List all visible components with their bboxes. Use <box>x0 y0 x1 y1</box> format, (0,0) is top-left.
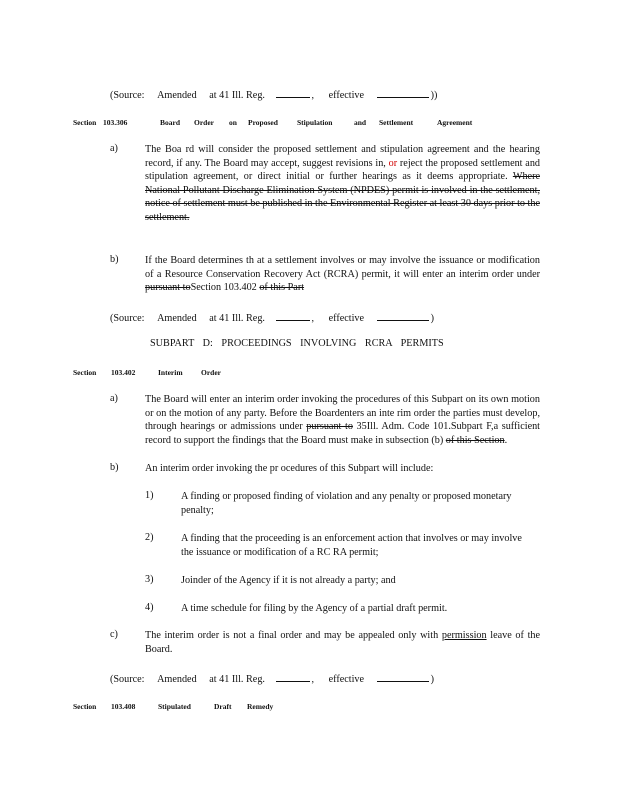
effective-blank <box>377 671 429 682</box>
title-word: Order <box>194 118 214 127</box>
section-heading-103-402 <box>73 368 221 377</box>
text-run: If the Board determines th at a settlement involves or may involve the issuance or modification of a Resource Conservation Recovery Act (RCRA) permit, it will enter an interim order under <box>145 255 540 280</box>
section-word: Section <box>73 368 97 377</box>
title-word: Board <box>160 118 181 127</box>
source-label: (Source: <box>110 674 145 685</box>
text-run: . <box>504 434 508 446</box>
text-run: Section 103.402 <box>190 282 257 294</box>
title-word: Proposed <box>248 118 278 127</box>
section-number: 103.402 <box>111 368 136 377</box>
subsection-label-a: a) <box>110 143 118 154</box>
source-effective: effective <box>328 674 365 685</box>
subsection-c-text <box>145 629 540 656</box>
register-blank <box>276 87 310 98</box>
text-run: leave of the Board. <box>145 630 541 655</box>
register-blank <box>276 310 310 321</box>
subsection-label-b: b) <box>110 254 119 265</box>
item-number: 1) <box>145 490 154 501</box>
source-note-3 <box>110 671 434 685</box>
source-comma: , <box>311 674 315 685</box>
source-register: at 41 Ill. Reg. <box>209 674 265 685</box>
struck-text: of this Part <box>259 282 305 294</box>
text-run: 35Ill. Adm. Code 101.Subpart F,a sufficient record to support the findings that the Board must make in subsection (b) <box>145 421 541 446</box>
item-text: A finding or proposed finding of violation and any penalty or proposed monetary penalty; <box>181 491 512 516</box>
section-heading-103-306 <box>73 118 473 127</box>
subsection-a-text <box>145 143 540 225</box>
title-word: Stipulation <box>297 118 333 127</box>
title-word: Remedy <box>247 702 274 711</box>
section-word: Section <box>73 118 97 127</box>
title-word: Interim <box>158 368 183 377</box>
title-word: and <box>354 118 367 127</box>
title-word: Stipulated <box>158 702 191 711</box>
struck-text: Where National Pollutant Discharge Elimination System (NPDES) permit is involved in the settlement, notice of settlement must be published in the Environmental Register at least 30 days prior to the settlement. <box>145 171 540 223</box>
source-amended: Amended <box>157 674 197 685</box>
subpart-heading: SUBPART D: PROCEEDINGS INVOLVING RCRA PERMITS <box>150 338 444 349</box>
source-comma: , <box>311 313 315 324</box>
title-word: on <box>229 118 237 127</box>
title-word: Settlement <box>379 118 414 127</box>
source-effective: effective <box>328 90 365 101</box>
item-text: A time schedule for filing by the Agency of a partial draft permit. <box>181 603 448 614</box>
source-amended: Amended <box>157 90 197 101</box>
inserted-text: or <box>388 157 398 169</box>
section-word: Section <box>73 702 97 711</box>
register-blank <box>276 671 310 682</box>
source-note-1 <box>110 87 437 101</box>
underlined-text: permission <box>441 630 487 641</box>
source-label: (Source: <box>110 90 145 101</box>
source-close: ) <box>430 313 435 324</box>
item-number: 3) <box>145 574 154 585</box>
text-run: The Board will enter an interim order invoking the procedures of this Subpart on its own motion or on the motion of any party. Before the Boardenters an inte rim order the parties must develop, through hearings or admissions under <box>145 394 540 433</box>
text-run: The interim order is not a final order and may be appealed only with <box>145 630 439 641</box>
source-comma: , <box>311 90 315 101</box>
subsection-a-text <box>145 393 540 447</box>
source-close: ) <box>430 674 435 685</box>
effective-blank <box>377 310 429 321</box>
struck-text: pursuant to <box>306 421 353 433</box>
source-label: (Source: <box>110 313 145 324</box>
item-text: Joinder of the Agency if it is not already a party; and <box>181 575 396 586</box>
struck-text: of this Section <box>445 434 505 446</box>
subsection-label-a: a) <box>110 393 118 404</box>
source-register: at 41 Ill. Reg. <box>209 90 265 101</box>
subsection-label-b: b) <box>110 462 119 473</box>
section-heading-103-408 <box>73 702 274 711</box>
source-register: at 41 Ill. Reg. <box>209 313 265 324</box>
struck-text: pursuant to <box>145 282 191 294</box>
item-number: 4) <box>145 602 154 613</box>
text-run: reject the proposed settlement and stipulation agreement, or direct initial or further hearings as it deems appropriate. <box>145 157 541 183</box>
effective-blank <box>377 87 429 98</box>
subsection-b-text <box>145 254 540 295</box>
item-number: 2) <box>145 532 154 543</box>
source-note-2 <box>110 310 434 324</box>
subsection-label-c: c) <box>110 629 118 640</box>
text-run: The Boa rd will consider the proposed settlement and stipulation agreement and the hearing record, if any. The Board may accept, suggest revisions in, <box>145 144 540 169</box>
section-number: 103.408 <box>111 702 136 711</box>
title-word: Draft <box>214 702 232 711</box>
source-close: )) <box>430 90 438 101</box>
item-text: A finding that the proceeding is an enforcement action that involves or may involve the issuance or modification of a RC RA permit; <box>181 533 522 558</box>
section-number: 103.306 <box>103 118 128 127</box>
title-word: Order <box>201 368 221 377</box>
title-word: Agreement <box>437 118 473 127</box>
source-effective: effective <box>328 313 365 324</box>
subsection-b-text: An interim order invoking the pr ocedures of this Subpart will include: <box>145 463 434 474</box>
source-amended: Amended <box>157 313 197 324</box>
